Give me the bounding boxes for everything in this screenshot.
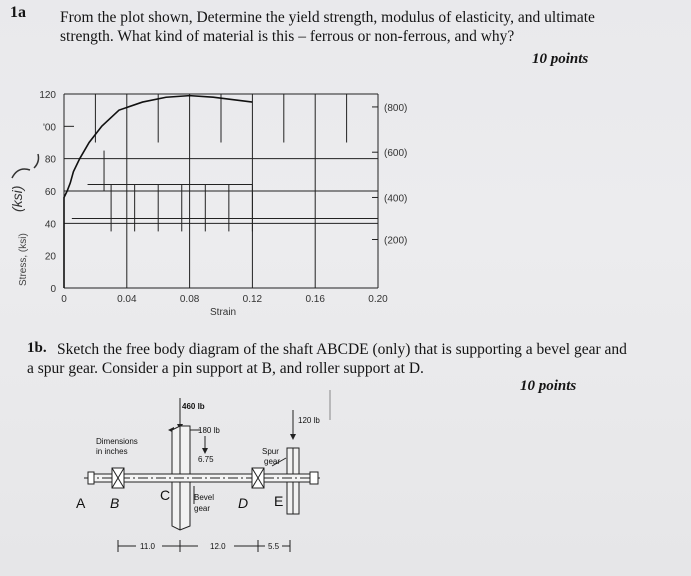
dim-11-label: 11.0 — [140, 542, 155, 551]
y-tick-label: '00 — [42, 122, 56, 134]
xlabel-text: Strain — [210, 307, 237, 318]
right-tick-label: (800) — [384, 102, 408, 114]
question-1a-line-2: strength. What kind of material is this – ferrous or non-ferrous, and why? — [60, 28, 515, 45]
bevel-label-2: gear — [194, 504, 211, 513]
load-180-label: 180 lb — [198, 426, 220, 435]
bevel-label-1: Bevel — [194, 493, 215, 502]
x-tick-label: 0.04 — [117, 294, 137, 305]
question-1b-number: 1b. — [27, 340, 47, 356]
dimensions-label-1: Dimensions — [96, 437, 138, 446]
dim-12-label: 12.0 — [210, 542, 226, 551]
question-1b-points: 10 points — [520, 378, 577, 394]
bearing-b — [112, 468, 124, 488]
right-tick-label: (200) — [384, 235, 408, 247]
chart-grid — [64, 94, 378, 288]
x-tick-label: 0 — [61, 294, 67, 305]
bearing-d — [252, 468, 264, 488]
letter-a: A — [76, 495, 86, 511]
letter-b: B — [110, 495, 120, 511]
spur-label-1: Spur — [262, 447, 279, 456]
y-tick-label: 120 — [39, 90, 56, 101]
y-tick-label: 20 — [44, 251, 56, 263]
right-tick-label: (400) — [384, 193, 408, 205]
dim-55-label: 5.5 — [268, 542, 280, 551]
ylabel-annotation: (ksi) — [9, 185, 25, 212]
letter-d: D — [238, 495, 249, 511]
question-1a-text — [60, 8, 690, 46]
right-tick-label: (600) — [384, 148, 408, 160]
load-120-label: 120 lb — [298, 416, 320, 425]
x-tick-label: 0.08 — [179, 294, 200, 305]
dimensions-label-2: in inches — [96, 447, 128, 456]
letter-e: E — [274, 493, 284, 509]
x-tick-label: 0.12 — [242, 294, 263, 305]
y-tick-label: 0 — [50, 284, 56, 295]
x-tick-label: 0.20 — [368, 294, 388, 305]
shaft-diagram — [0, 390, 691, 576]
dim-675-label: 6.75 — [198, 455, 214, 464]
question-1a-points: 10 points — [532, 51, 589, 67]
x-tick-label: 0.16 — [305, 294, 325, 305]
spur-label-2: gear — [264, 457, 281, 466]
letter-c: C — [160, 487, 171, 503]
handwritten-ksi-annotation — [9, 154, 39, 212]
y-tick-label: 80 — [44, 154, 56, 166]
y-tick-label: 40 — [44, 219, 56, 231]
ylabel-text: Stress, (ksi) — [18, 233, 29, 286]
question-1b-line-2: a spur gear. Consider a pin support at B, and roller support at D. — [27, 360, 424, 377]
stress-strain-chart — [0, 80, 691, 330]
question-1b-text — [27, 340, 687, 378]
chart-labels — [39, 90, 407, 305]
y-tick-label: 60 — [44, 187, 56, 198]
question-1a-line-1: From the plot shown, Determine the yield strength, modulus of elasticity, and ultimate — [60, 9, 595, 26]
load-460-label: 460 lb — [182, 402, 205, 411]
question-1a-number: 1a — [10, 4, 26, 21]
question-1b-line-1: Sketch the free body diagram of the shaft ABCDE (only) that is supporting a bevel gear and — [57, 341, 627, 358]
